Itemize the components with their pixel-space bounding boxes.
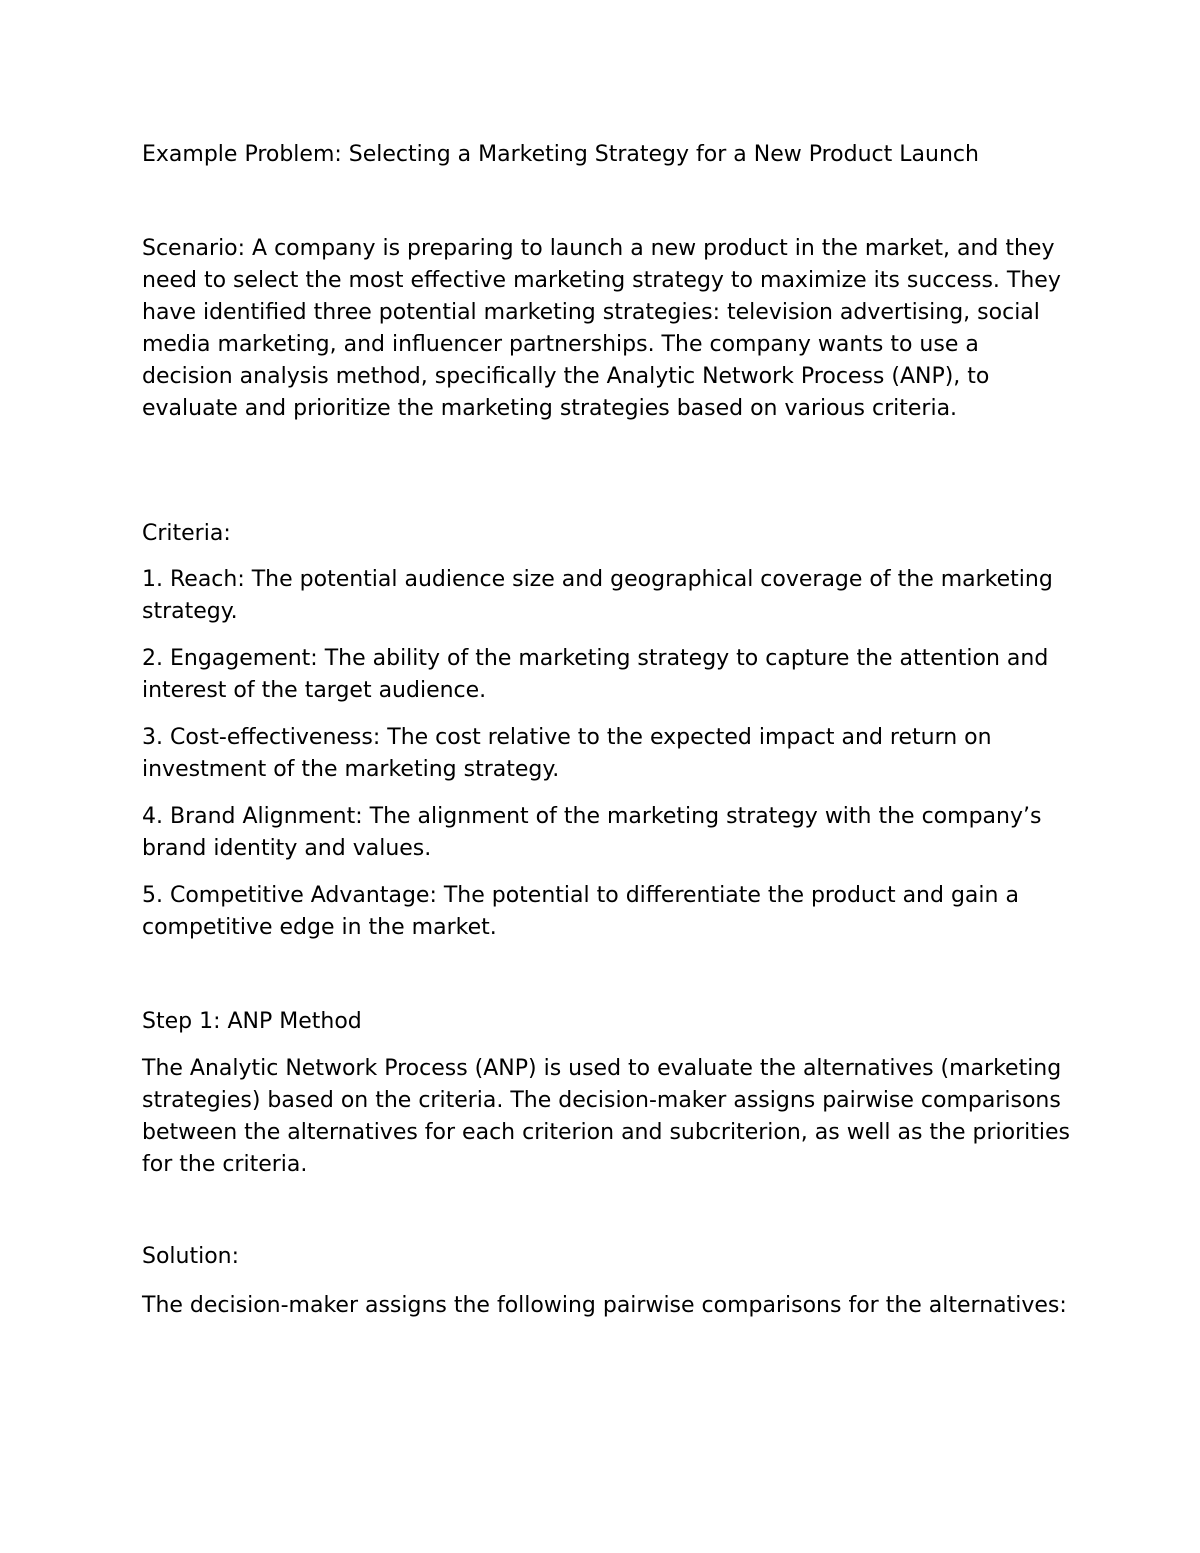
criterion-item: 5. Competitive Advantage: The potential to differentiate the product and gain a competitive edge in the market. <box>142 883 1019 940</box>
solution-heading: Solution: <box>142 1244 240 1269</box>
step1-paragraph: The Analytic Network Process (ANP) is used to evaluate the alternatives (marketing strategies) based on the criteria. The decision-maker assigns pairwise comparisons between the alternatives for each criterion and subcriterion, as well as the priorities for the criteria. <box>142 1056 1070 1177</box>
criteria-list <box>142 564 1072 959</box>
criterion-item: 3. Cost-effectiveness: The cost relative to the expected impact and return on investment of the marketing strategy. <box>142 725 992 782</box>
step1-heading: Step 1: ANP Method <box>142 1009 362 1034</box>
solution-paragraph: The decision-maker assigns the following pairwise comparisons for the alternatives: <box>142 1293 1067 1318</box>
criterion-item: 2. Engagement: The ability of the marketing strategy to capture the attention and interest of the target audience. <box>142 646 1049 703</box>
document-title: Example Problem: Selecting a Marketing Strategy for a New Product Launch <box>142 142 979 167</box>
scenario-paragraph: Scenario: A company is preparing to launch a new product in the market, and they need to select the most effective marketing strategy to maximize its success. They have identified three potential marketing strategies: television advertising, social media marketing, and influencer partnerships. The company wants to use a decision analysis method, specifically the Analytic Network Process (ANP), to evaluate and prioritize the marketing strategies based on various criteria. <box>142 236 1061 421</box>
document-page <box>142 0 1072 1553</box>
criterion-item: 1. Reach: The potential audience size and geographical coverage of the marketing strategy. <box>142 567 1053 624</box>
criterion-item: 4. Brand Alignment: The alignment of the marketing strategy with the company’s brand identity and values. <box>142 804 1042 861</box>
criteria-heading: Criteria: <box>142 521 231 546</box>
